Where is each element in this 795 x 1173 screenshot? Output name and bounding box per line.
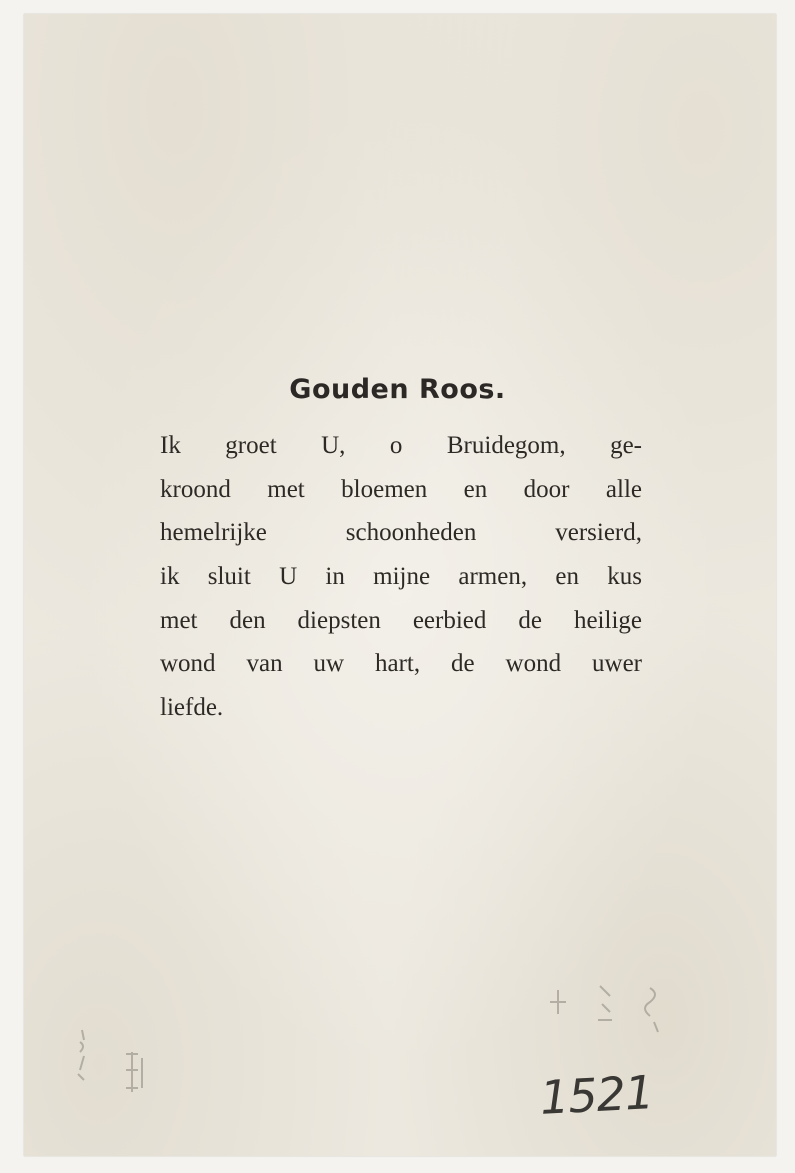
- prayer-line: hemelrijke schoonheden versierd,: [160, 519, 642, 547]
- inventory-number: 1521: [538, 1065, 655, 1125]
- prayer-line: met den diepsten eerbied de heilige: [160, 606, 642, 634]
- faded-stamp-right: [540, 980, 700, 1050]
- prayer-line: wond van uw hart, de wond uwer: [160, 650, 642, 678]
- prayer-line: liefde.: [160, 694, 224, 722]
- prayer-line: Ik groet U, o Bruidegom, ge-: [160, 432, 642, 459]
- prayer-line: kroond met bloemen en door alle: [160, 475, 642, 503]
- card-title: Gouden Roos.: [289, 374, 506, 405]
- prayer-text: [160, 424, 642, 730]
- prayer-line: ik sluit U in mijne armen, en kus: [160, 563, 642, 591]
- faded-stamp-left: [52, 1022, 172, 1102]
